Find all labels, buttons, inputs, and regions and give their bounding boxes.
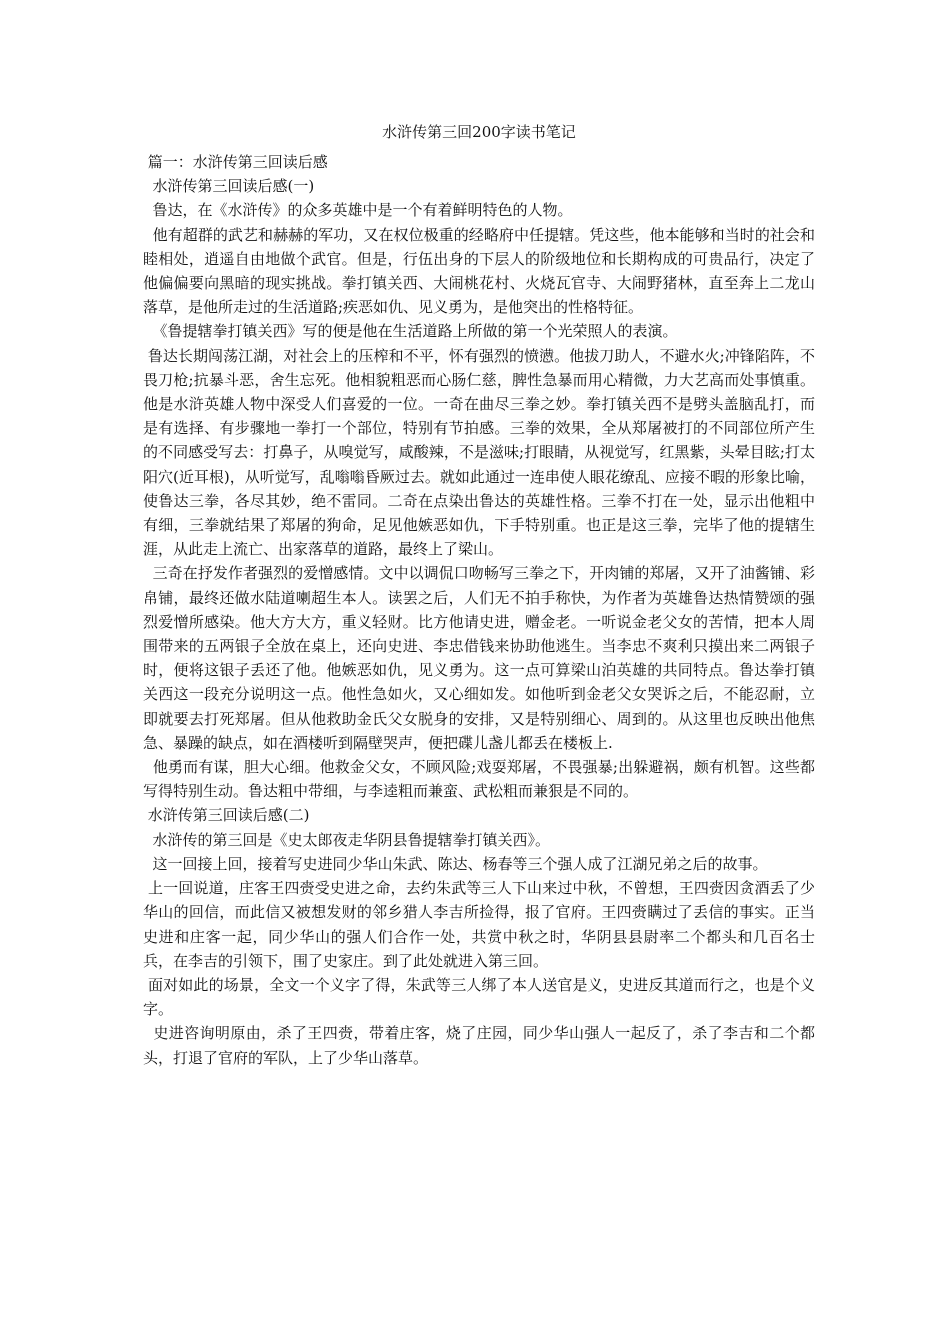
paragraph: 面对如此的场景，全文一个义字了得，朱武等三人绑了本人送官是义，史进反其道而行之，也是个义字。: [143, 975, 815, 1019]
paragraph: 他勇而有谋，胆大心细。他救金父女，不顾风险;戏耍郑屠，不畏强暴;出躲避祸，颇有机智。这些都写得特别生动。鲁达粗中带细，与李逵粗而兼蛮、武松粗而兼狠是不同的。: [143, 758, 815, 801]
paragraph: 他有超群的武艺和赫赫的军功，又在权位极重的经略府中任提辖。凭这些，他本能够和当时的社会和睦相处，逍遥自由地做个武官。但是，行伍出身的下层人的阶级地位和长期构成的可贵品行，决定了他偏偏要向黑暗的现实挑战。拳打镇关西、大闹桃花村、火烧瓦官寺、大闹野猪林，直至奔上二龙山落草，是他所走过的生活道路;疾恶如仇、见义勇为，是他突出的性格特征。: [143, 225, 815, 317]
paragraph: 鲁达，在《水浒传》的众多英雄中是一个有着鲜明特色的人物。: [143, 201, 573, 220]
document-title: 水浒传第三回200字读书笔记: [382, 123, 576, 141]
paragraph: 史进咨询明原由，杀了王四赍，带着庄客，烧了庄园，同少华山强人一起反了，杀了李吉和二个都头，打退了官府的军队，上了少华山落草。: [143, 1024, 815, 1067]
subsection-heading: 水浒传第三回读后感(二): [143, 806, 310, 825]
paragraph: 水浒传的第三回是《史太郎夜走华阴县鲁提辖拳打镇关西》。: [143, 830, 551, 849]
document-page: [143, 120, 815, 1070]
document-body: [143, 150, 815, 1070]
paragraph: 这一回接上回，接着写史进同少华山朱武、陈达、杨春等三个强人成了江湖兄弟之后的故事。: [143, 854, 768, 873]
paragraph: 上一回说道，庄客王四赍受史进之命，去约朱武等三人下山来过中秋，不曾想，王四赍因贪酒丢了少华山的回信，而此信又被想发财的邻乡猎人李吉所捡得，报了官府。王四赍瞒过了丢信的事实。正当史进和庄客一起，同少华山的强人们合作一处，共赏中秋之时，华阴县县尉率二个都头和几百名士兵，在李吉的引领下，围了史家庄。到了此处就进入第三回。: [143, 879, 815, 970]
section-heading: 篇一：水浒传第三回读后感: [143, 153, 328, 171]
paragraph: 三奇在抒发作者强烈的爱憎感情。文中以调侃口吻畅写三拳之下，开肉铺的郑屠，又开了油酱铺、彩帛铺，最终还做水陆道喇超生本人。读罢之后，人们无不拍手称快，为作者为英雄鲁达热情赞颂的强烈爱憎所感染。他大方大方，重义轻财。比方他请史进，赠金老。一听说金老父女的苦情，把本人周围带来的五两银子全放在桌上，还向史进、李忠借钱来协助他逃生。当李忠不爽利只摸出来二两银子时，便将这银子丢还了他。他嫉恶如仇，见义勇为。这一点可算梁山泊英雄的共同特点。鲁达拳打镇关西这一段充分说明这一点。他性急如火，又心细如发。如他听到金老父女哭诉之后，不能忍耐，立即就要去打死郑屠。但从他救助金氏父女脱身的安排，又是特别细心、周到的。从这里也反映出他焦急、暴躁的缺点，如在酒楼听到隔壁哭声，便把碟儿盏儿都丢在楼板上.: [143, 564, 815, 752]
subsection-heading: 水浒传第三回读后感(一): [143, 177, 315, 196]
paragraph: 《鲁提辖拳打镇关西》写的便是他在生活道路上所做的第一个光荣照人的表演。: [143, 322, 678, 341]
paragraph: 鲁达长期闯荡江湖，对社会上的压榨和不平，怀有强烈的愤懑。他拔刀助人，不避水火;冲锋陷阵，不畏刀枪;抗暴斗恶，舍生忘死。他相貌粗恶而心肠仁慈，脾性急暴而用心精微，力大艺高而处事慎重。他是水浒英雄人物中深受人们喜爱的一位。一奇在曲尽三拳之妙。拳打镇关西不是劈头盖脑乱打，而是有选择、有步骤地一拳打一个部位，特别有节拍感。三拳的效果，全从郑屠被打的不同部位所产生的不同感受写去：打鼻子，从嗅觉写，咸酸辣，不是滋味;打眼睛，从视觉写，红黑紫，头晕目眩;打太阳穴(近耳根)，从听觉写，乱嗡嗡昏厥过去。就如此通过一连串使人眼花缭乱、应接不暇的形象比喻，使鲁达三拳，各尽其妙，绝不雷同。二奇在点染出鲁达的英雄性格。三拳不打在一处，显示出他粗中有细，三拳就结果了郑屠的狗命，足见他嫉恶如仇，下手特别重。也正是这三拳，完毕了他的提辖生涯，从此走上流亡、出家落草的道路，最终上了梁山。: [143, 346, 815, 559]
